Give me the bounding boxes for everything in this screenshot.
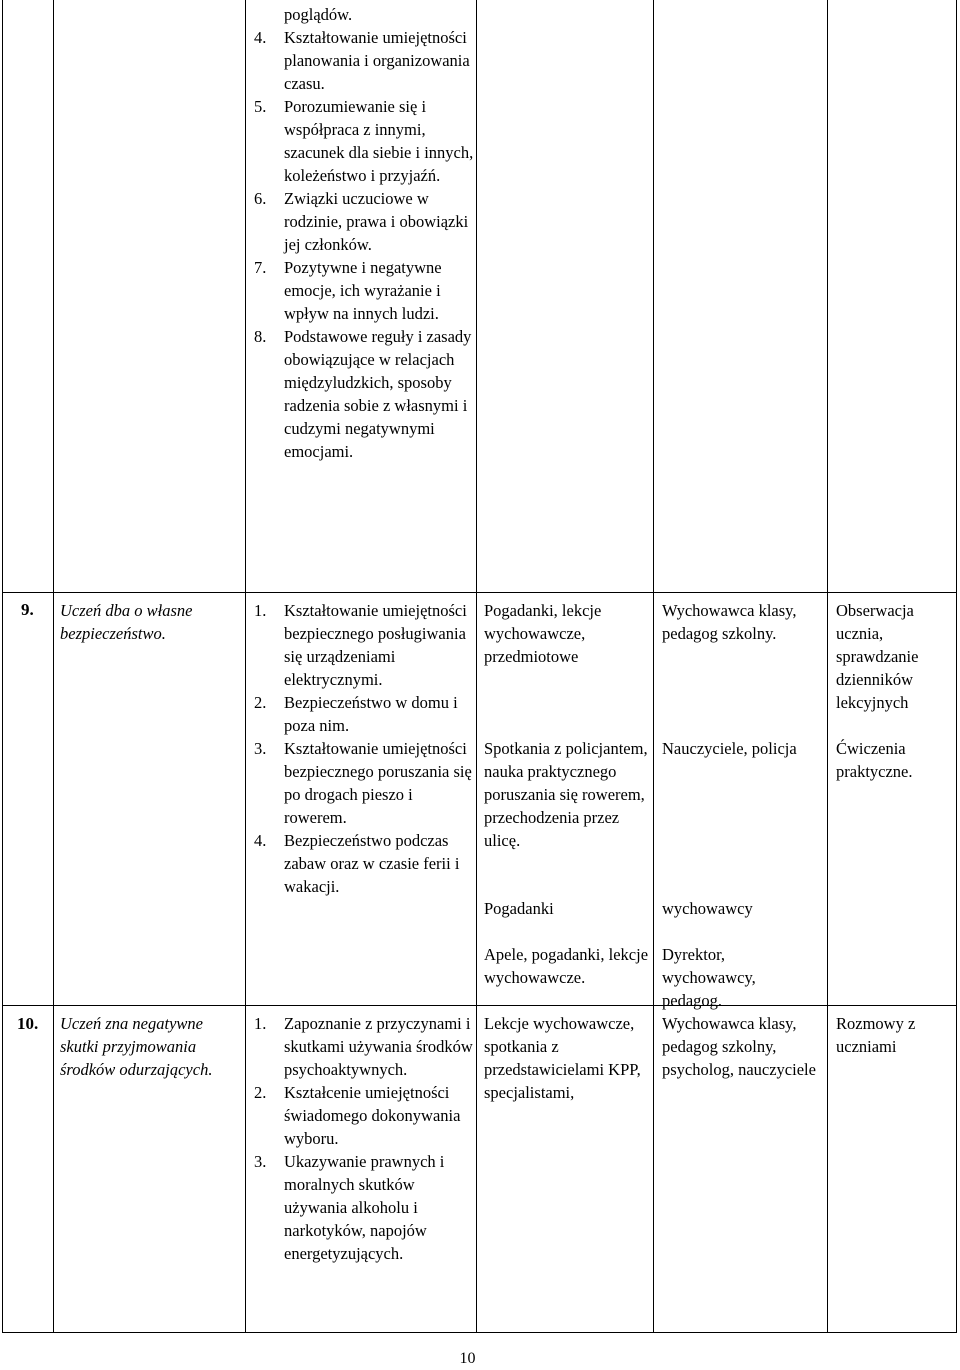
list-item xyxy=(246,187,474,256)
list-item-number: 3. xyxy=(254,1152,267,1171)
list-item-number: 5. xyxy=(254,97,267,116)
list-item-text: Kształtowanie umiejętności planowania i organizowania czasu. xyxy=(284,28,470,93)
row-number-10: 10. xyxy=(17,1014,39,1033)
list-item-text: Kształtowanie umiejętności bezpiecznego poruszania się po drogach pieszo i rowerem. xyxy=(284,739,472,827)
list-item xyxy=(246,1081,474,1150)
list-item xyxy=(246,737,474,829)
list-item xyxy=(246,3,474,26)
row-divider-10 xyxy=(2,1005,957,1006)
skills-list-row10 xyxy=(246,1012,474,1265)
skills-list-row9 xyxy=(246,599,474,898)
forms-10: Lekcje wychowawcze, spotkania z przedstawicielami KPP, specjalistami, xyxy=(484,1014,641,1102)
forms-9-c: Pogadanki xyxy=(484,899,554,918)
list-item-text: Pozytywne i negatywne emocje, ich wyrażanie i wpływ na innych ludzi. xyxy=(284,258,442,323)
row-divider-9 xyxy=(2,592,957,593)
list-item-number: 4. xyxy=(254,831,267,850)
list-item-number: 4. xyxy=(254,28,267,47)
list-item-text: Bezpieczeństwo w domu i poza nim. xyxy=(284,693,458,735)
table-border-col3 xyxy=(476,0,477,1333)
list-item-number: 2. xyxy=(254,1083,267,1102)
list-item-number: 3. xyxy=(254,739,267,758)
list-item xyxy=(246,829,474,898)
responsible-10: Wychowawca klasy, pedagog szkolny, psycholog, nauczyciele xyxy=(662,1014,816,1079)
table-border-col5 xyxy=(827,0,828,1333)
list-item xyxy=(246,1012,474,1081)
list-item xyxy=(246,256,474,325)
evaluation-9-a: Obserwacja ucznia, sprawdzanie dzienników lekcyjnych xyxy=(836,601,919,712)
row-goal-9: Uczeń dba o własne bezpieczeństwo. xyxy=(60,601,193,643)
responsible-9-c: wychowawcy xyxy=(662,899,753,918)
responsible-9-a: Wychowawca klasy, pedagog szkolny. xyxy=(662,601,797,643)
list-item xyxy=(246,1150,474,1265)
skills-column-row9 xyxy=(246,599,474,898)
list-item xyxy=(246,26,474,95)
list-item xyxy=(246,691,474,737)
table-border-bottom xyxy=(2,1332,957,1333)
list-item-text: Kształtowanie umiejętności bezpiecznego posługiwania się urządzeniami elektrycznymi. xyxy=(284,601,467,689)
list-item-number: 1. xyxy=(254,601,267,620)
list-item-text: Ukazywanie prawnych i moralnych skutków używania alkoholu i narkotyków, napojów energetyzujących. xyxy=(284,1152,445,1263)
list-item-text: Zapoznanie z przyczynami i skutkami używania środków psychoaktywnych. xyxy=(284,1014,473,1079)
table-border-left xyxy=(2,0,3,1333)
list-item-number: 1. xyxy=(254,1014,267,1033)
list-item xyxy=(246,599,474,691)
page-number: 10 xyxy=(459,1350,476,1367)
list-item xyxy=(246,95,474,187)
list-item-text: Związki uczuciowe w rodzinie, prawa i obowiązki jej członków. xyxy=(284,189,469,254)
list-item-text: Porozumiewanie się i współpraca z innymi, szacunek dla siebie i innych, koleżeństwo i przyjaźń. xyxy=(284,97,474,185)
evaluation-9-b: Ćwiczenia praktyczne. xyxy=(836,739,913,781)
evaluation-10: Rozmowy z uczniami xyxy=(836,1014,916,1056)
list-item-number: 2. xyxy=(254,693,267,712)
table-border-col4 xyxy=(653,0,654,1333)
table-border-right xyxy=(956,0,957,1333)
list-item-text: Podstawowe reguły i zasady obowiązujące w relacjach międzyludzkich, sposoby radzenia sobie z własnymi i cudzymi negatywnymi emocjami. xyxy=(284,327,472,461)
skills-list-continuation xyxy=(246,3,474,26)
forms-9-b: Spotkania z policjantem, nauka praktycznego poruszania się rowerem, przechodzenia przez ulicę. xyxy=(484,739,648,850)
list-item xyxy=(246,325,474,463)
list-item-text: Bezpieczeństwo podczas zabaw oraz w czasie ferii i wakacji. xyxy=(284,831,460,896)
skills-column-row10 xyxy=(246,1012,474,1265)
responsible-9-d: Dyrektor, wychowawcy, pedagog. xyxy=(662,945,756,1010)
responsible-9-b: Nauczyciele, policja xyxy=(662,739,797,758)
skills-list-row8 xyxy=(246,26,474,463)
list-item-number: 8. xyxy=(254,327,267,346)
forms-9-d: Apele, pogadanki, lekcje wychowawcze. xyxy=(484,945,649,987)
list-item-text: poglądów. xyxy=(284,5,353,24)
row-goal-10: Uczeń zna negatywne skutki przyjmowania środków odurzających. xyxy=(60,1014,213,1079)
row-number-9: 9. xyxy=(21,600,34,619)
list-item-text: Kształcenie umiejętności świadomego dokonywania wyboru. xyxy=(284,1083,461,1148)
list-item-number: 6. xyxy=(254,189,267,208)
forms-9-a: Pogadanki, lekcje wychowawcze, przedmiotowe xyxy=(484,601,602,666)
skills-column xyxy=(246,3,474,463)
table-border-col1 xyxy=(53,0,54,1333)
list-item-number: 7. xyxy=(254,258,267,277)
